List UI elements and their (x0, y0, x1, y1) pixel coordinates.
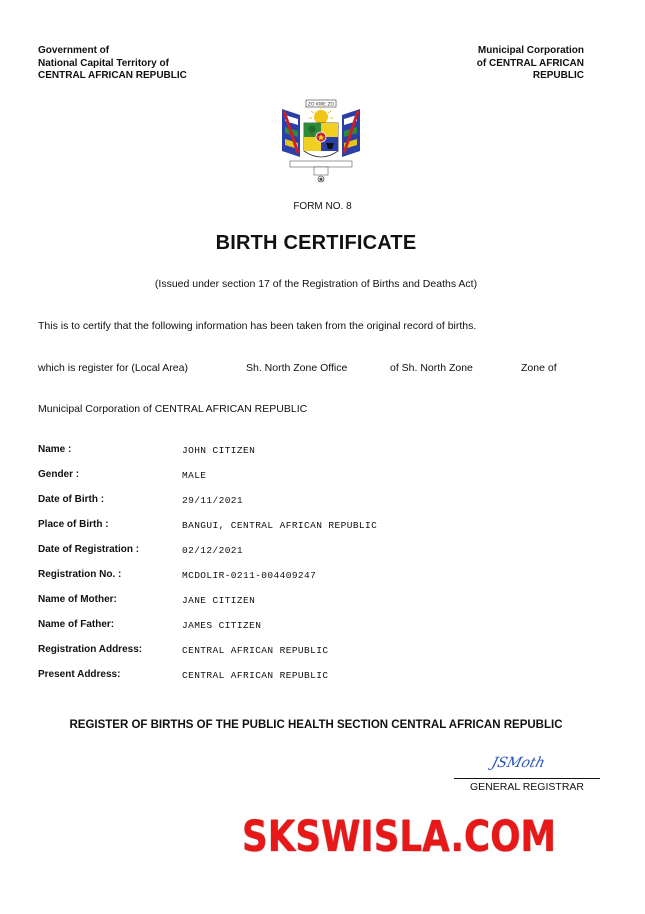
field-value-gender: MALE (182, 470, 207, 481)
register-footer: REGISTER OF BIRTHS OF THE PUBLIC HEALTH SECTION CENTRAL AFRICAN REPUBLIC (69, 719, 563, 731)
local-area-office: Sh. North Zone Office (246, 362, 348, 374)
issuer-right-line: of CENTRAL AFRICAN (476, 57, 584, 69)
field-label-present-address: Present Address: (38, 669, 121, 680)
field-value-name: JOHN CITIZEN (182, 445, 256, 456)
certify-statement: This is to certify that the following information has been taken from the original record of births. (38, 320, 477, 332)
field-value-mother: JANE CITIZEN (182, 595, 256, 606)
issuer-right (477, 45, 584, 83)
field-value-registration-no: MCDOLIR-0211-004409247 (182, 570, 317, 581)
registrar-signature: JSMoth (489, 755, 547, 771)
field-value-date-of-registration: 02/12/2021 (182, 545, 244, 556)
issuer-right-line: Municipal Corporation (477, 45, 584, 56)
page-title: BIRTH CERTIFICATE (215, 232, 417, 254)
signature-line (454, 778, 600, 779)
registrar-title: GENERAL REGISTRAR (470, 781, 584, 793)
issued-under-note: (Issued under section 17 of the Registration of Births and Deaths Act) (154, 278, 478, 290)
field-label-father: Name of Father: (38, 619, 115, 630)
issuer-left (38, 45, 187, 83)
issuer-left-line: CENTRAL AFRICAN REPUBLIC (38, 70, 187, 81)
field-value-registration-address: CENTRAL AFRICAN REPUBLIC (182, 645, 329, 656)
field-label-date-of-birth: Date of Birth : (38, 494, 105, 505)
field-label-registration-no: Registration No. : (38, 569, 122, 580)
field-label-place-of-birth: Place of Birth : (38, 519, 109, 530)
field-label-gender: Gender : (38, 469, 80, 480)
field-value-present-address: CENTRAL AFRICAN REPUBLIC (182, 670, 329, 681)
field-label-name: Name : (38, 444, 72, 455)
field-label-registration-address: Registration Address: (38, 644, 143, 655)
form-number: FORM NO. 8 (293, 201, 352, 212)
local-area-zone-of: Zone of (521, 362, 557, 374)
field-label-mother: Name of Mother: (38, 594, 117, 605)
watermark: SKSWISLA.COM (242, 812, 557, 862)
issuer-left-line: Government of (38, 45, 110, 56)
local-area-zone: of Sh. North Zone (390, 362, 473, 374)
municipal-line: Municipal Corporation of CENTRAL AFRICAN REPUBLIC (38, 403, 308, 415)
field-value-place-of-birth: BANGUI, CENTRAL AFRICAN REPUBLIC (182, 520, 378, 531)
issuer-right-line: REPUBLIC (532, 70, 584, 81)
local-area-prefix: which is register for (Local Area) (38, 362, 188, 374)
issuer-left-line: National Capital Territory of (38, 57, 169, 69)
coat-of-arms-icon (276, 97, 366, 187)
motto-text: ZO KWE ZO (307, 102, 335, 108)
field-value-date-of-birth: 29/11/2021 (182, 495, 244, 506)
field-label-date-of-registration: Date of Registration : (38, 544, 140, 555)
field-value-father: JAMES CITIZEN (182, 620, 262, 631)
